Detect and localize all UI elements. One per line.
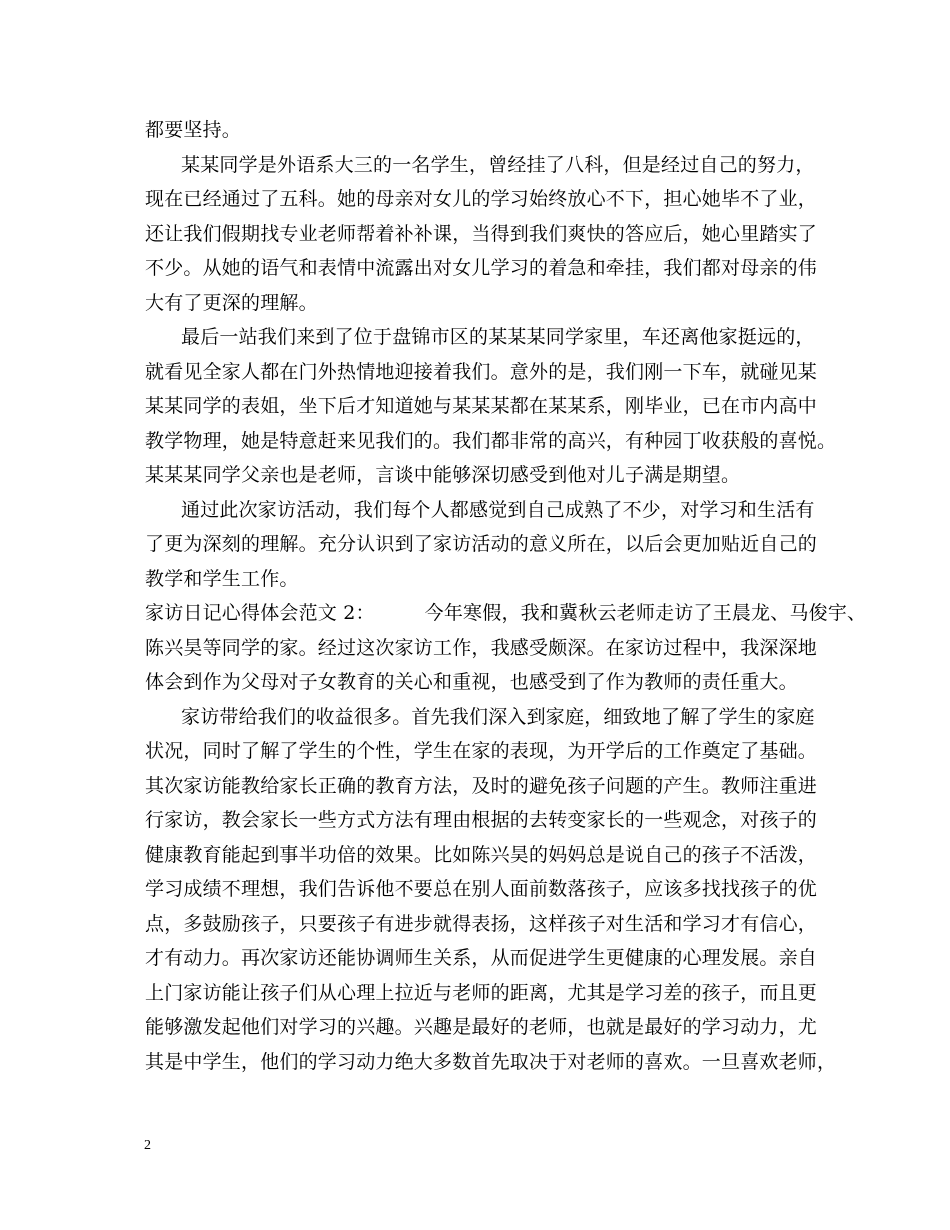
text-line: 能够激发起他们对学习的兴趣。兴趣是最好的老师，也就是最好的学习动力，尤: [145, 1016, 818, 1038]
text-line: 健康教育能起到事半功倍的效果。比如陈兴昊的妈妈总是说自己的孩子不活泼，: [145, 843, 818, 866]
text-line: 其次家访能教给家长正确的教育方法，及时的避免孩子问题的产生。教师注重进: [145, 774, 818, 797]
text-line: 家访日记心得体会范文 2： 今年寒假，我和冀秋云老师走访了王晨龙、马俊宇、: [145, 602, 867, 624]
text-line: 教学和学生工作。: [145, 567, 299, 590]
text-line: 上门家访能让孩子们从心理上拉近与老师的距离，尤其是学习差的孩子，而且更: [145, 981, 818, 1004]
text-line: 还让我们假期找专业老师帮着补补课，当得到我们爽快的答应后，她心里踏实了: [145, 222, 818, 245]
text-line: 行家访，教会家长一些方式方法有理由根据的去转变家长的一些观念，对孩子的: [145, 809, 818, 831]
text-line: 点，多鼓励孩子，只要孩子有进步就得表扬，这样孩子对生活和学习才有信心，: [145, 912, 818, 935]
text-line: 某某同学的表姐，坐下后才知道她与某某某都在某某系，刚毕业，已在市内高中: [145, 395, 818, 417]
text-line: 才有动力。再次家访还能协调师生关系，从而促进学生更健康的心理发展。亲自: [145, 947, 818, 969]
text-line: 家访带给我们的收益很多。首先我们深入到家庭，细致地了解了学生的家庭: [181, 705, 815, 728]
text-line: 某某同学是外语系大三的一名学生，曾经挂了八科，但是经过自己的努力，: [181, 153, 815, 176]
text-line: 不少。从她的语气和表情中流露出对女儿学习的着急和牵挂，我们都对母亲的伟: [145, 257, 818, 279]
text-line: 大有了更深的理解。: [145, 291, 318, 314]
text-line: 状况，同时了解了学生的个性，学生在家的表现，为开学后的工作奠定了基础。: [145, 740, 818, 762]
text-line: 体会到作为父母对子女教育的关心和重视，也感受到了作为教师的责任重大。: [145, 671, 798, 693]
text-line: 学习成绩不理想，我们告诉他不要总在别人面前数落孩子，应该多找找孩子的优: [145, 878, 818, 900]
text-line: 其是中学生，他们的学习动力绝大多数首先取决于对老师的喜欢。一旦喜欢老师，: [145, 1050, 837, 1073]
text-line: 教学物理，她是特意赶来见我们的。我们都非常的高兴，有种园丁收获般的喜悦。: [145, 429, 837, 452]
text-line: 就看见全家人都在门外热情地迎接着我们。意外的是，我们刚一下车，就碰见某: [145, 360, 818, 383]
text-line: 通过此次家访活动，我们每个人都感觉到自己成熟了不少，对学习和生活有: [181, 498, 815, 521]
text-line: 某某某同学父亲也是老师，言谈中能够深切感受到他对儿子满是期望。: [145, 464, 741, 486]
text-line: 现在已经通过了五科。她的母亲对女儿的学习始终放心不下，担心她毕不了业，: [145, 188, 818, 210]
text-line: 了更为深刻的理解。充分认识到了家访活动的意义所在，以后会更加贴近自己的: [145, 533, 818, 555]
text-line: 陈兴昊等同学的家。经过这次家访工作，我感受颇深。在家访过程中，我深深地: [145, 636, 818, 659]
text-line: 最后一站我们来到了位于盘锦市区的某某某同学家里，车还离他家挺远的，: [181, 326, 815, 348]
document-body: [145, 113, 867, 1079]
page-number: 2: [144, 1138, 151, 1153]
text-line: 都要坚持。: [145, 119, 242, 141]
